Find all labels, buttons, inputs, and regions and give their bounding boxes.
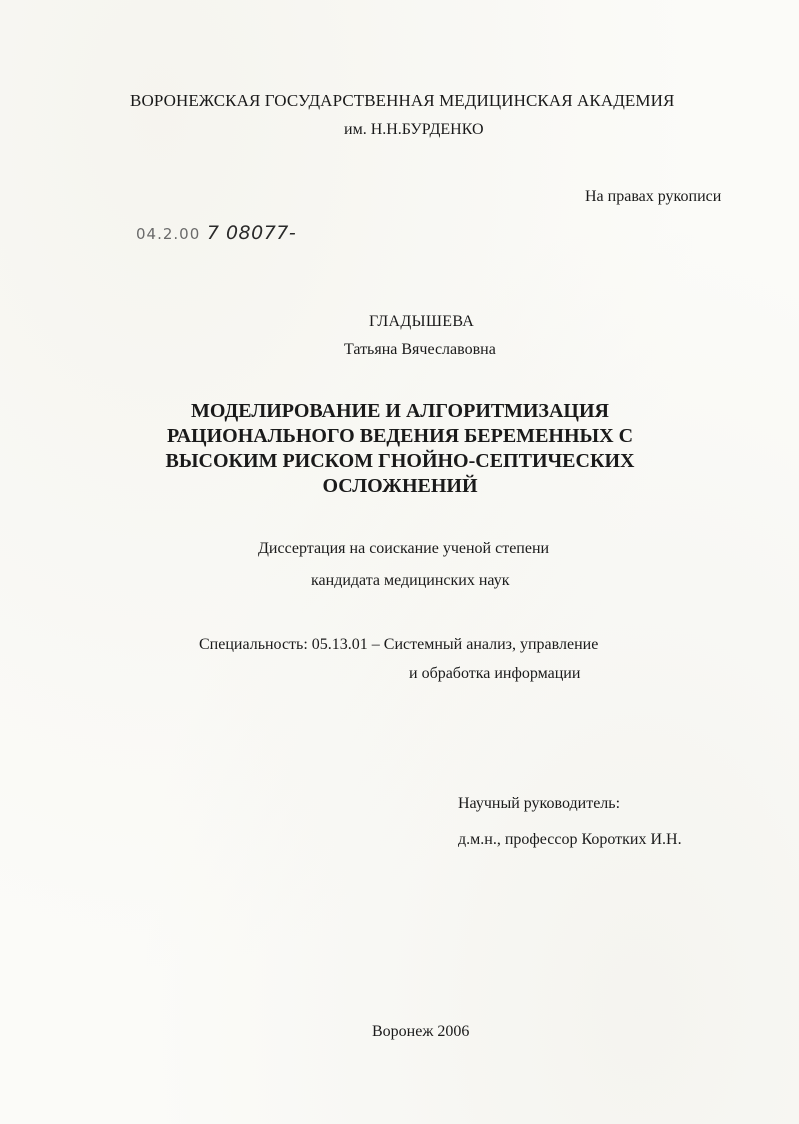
dissertation-title xyxy=(160,399,640,499)
advisor-label: Научный руководитель: xyxy=(458,795,621,812)
organization-named-after: им. Н.Н.БУРДЕНКО xyxy=(344,121,484,138)
title-line: РАЦИОНАЛЬНОГО ВЕДЕНИЯ БЕРЕМЕННЫХ С xyxy=(166,425,634,447)
degree-line-1: Диссертация на соискание ученой степени xyxy=(258,540,550,557)
title-line: ВЫСОКИМ РИСКОМ ГНОЙНО-СЕПТИЧЕСКИХ xyxy=(165,450,635,472)
specialty-line-2: и обработка информации xyxy=(409,665,581,682)
author-given-names: Татьяна Вячеславовна xyxy=(344,341,496,358)
degree-line-2: кандидата медицинских наук xyxy=(311,572,510,589)
author-surname: ГЛАДЫШЕВА xyxy=(369,313,475,330)
specialty-line-1: Специальность: 05.13.01 – Системный анализ, управление xyxy=(199,636,599,653)
advisor-name: д.м.н., профессор Коротких И.Н. xyxy=(458,831,682,848)
archive-stamp-number xyxy=(136,222,296,244)
organization-name: ВОРОНЕЖСКАЯ ГОСУДАРСТВЕННАЯ МЕДИЦИНСКАЯ АКАДЕМИЯ xyxy=(130,91,675,110)
archive-number-handwritten: 7 08077- xyxy=(206,222,297,244)
city-year: Воронеж 2006 xyxy=(372,1023,470,1040)
manuscript-rights-note: На правах рукописи xyxy=(585,188,722,205)
title-line: МОДЕЛИРОВАНИЕ И АЛГОРИТМИЗАЦИЯ xyxy=(191,400,609,422)
title-line: ОСЛОЖНЕНИЙ xyxy=(322,475,478,497)
archive-number-prefix: 04.2.00 xyxy=(136,225,201,243)
